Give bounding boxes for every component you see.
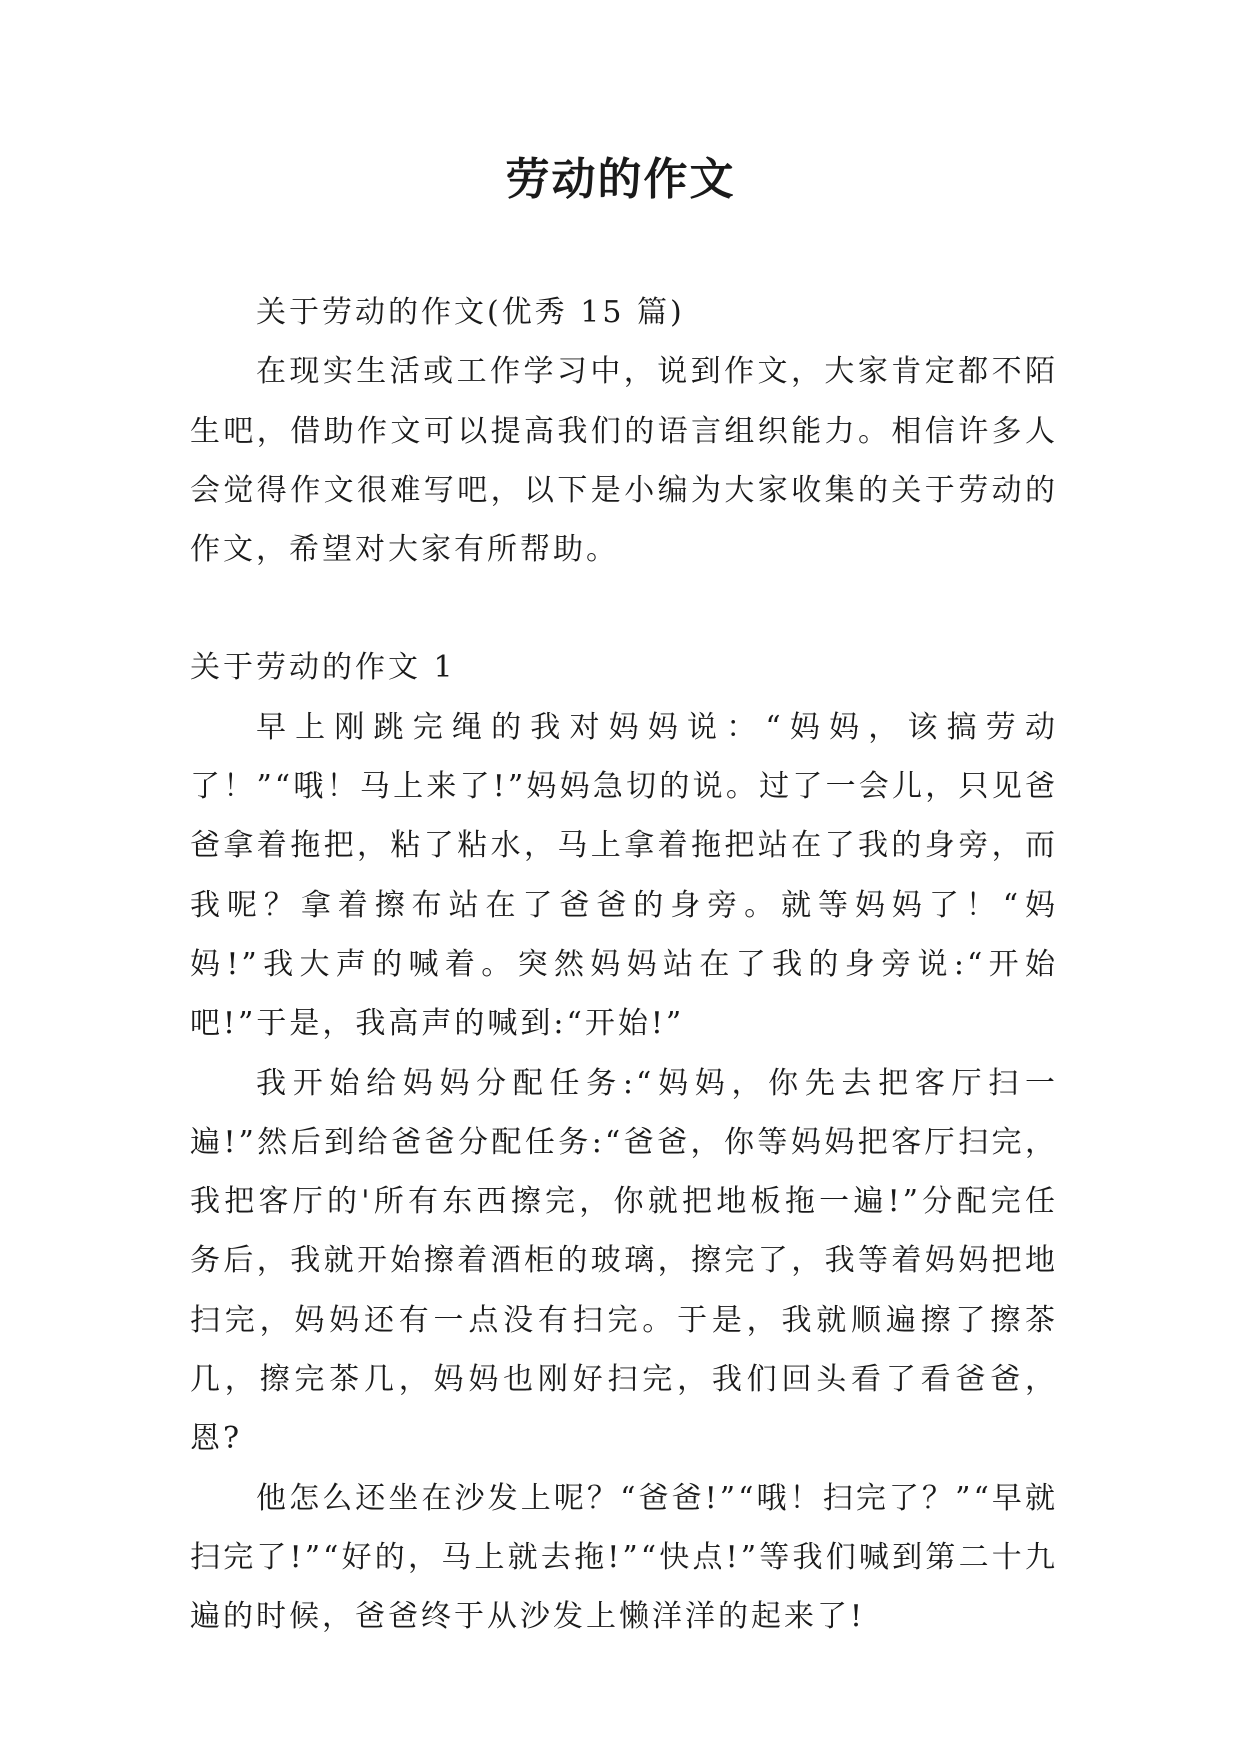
section-heading: 关于劳动的作文 1 [190,650,456,686]
body-paragraph-2: 我开始给妈妈分配任务:“妈妈，你先去把客厅扫一遍!”然后到给爸爸分配任务:“爸爸，你等妈妈把客厅扫完，我把客厅的'所有东西擦完，你就把地板拖一遍!”分配完任务后，我就开始擦着酒柜的玻璃，擦完了，我等着妈妈把地扫完，妈妈还有一点没有扫完。于是，我就顺遍擦了擦茶几，擦完茶几，妈妈也刚好扫完，我们回头看了看爸爸，恩? [190,1065,1058,1457]
document-body [190,283,1058,1647]
body-paragraph-1: 早上刚跳完绳的我对妈妈说：“妈妈，该搞劳动了！”“哦！马上来了!”妈妈急切的说。过了一会儿，只见爸爸拿着拖把，粘了粘水，马上拿着拖把站在了我的身旁，而我呢？拿着擦布站在了爸爸的身旁。就等妈妈了！“妈妈!”我大声的喊着。突然妈妈站在了我的身旁说:“开始吧!”于是，我高声的喊到:“开始!” [190,709,1058,1042]
body-paragraph-3: 他怎么还坐在沙发上呢？“爸爸!”“哦！扫完了？”“早就扫完了!”“好的，马上就去拖!”“快点!”等我们喊到第二十九遍的时候，爸爸终于从沙发上懒洋洋的起来了! [190,1480,1058,1635]
paragraph-spacer [190,579,1058,638]
document-title: 劳动的作文 [505,154,736,205]
intro-paragraph: 在现实生活或工作学习中，说到作文，大家肯定都不陌生吧，借助作文可以提高我们的语言组织能力。相信许多人会觉得作文很难写吧，以下是小编为大家收集的关于劳动的作文，希望对大家有所帮助。 [190,354,1058,568]
document-subtitle: 关于劳动的作文(优秀 15 篇) [256,295,685,330]
